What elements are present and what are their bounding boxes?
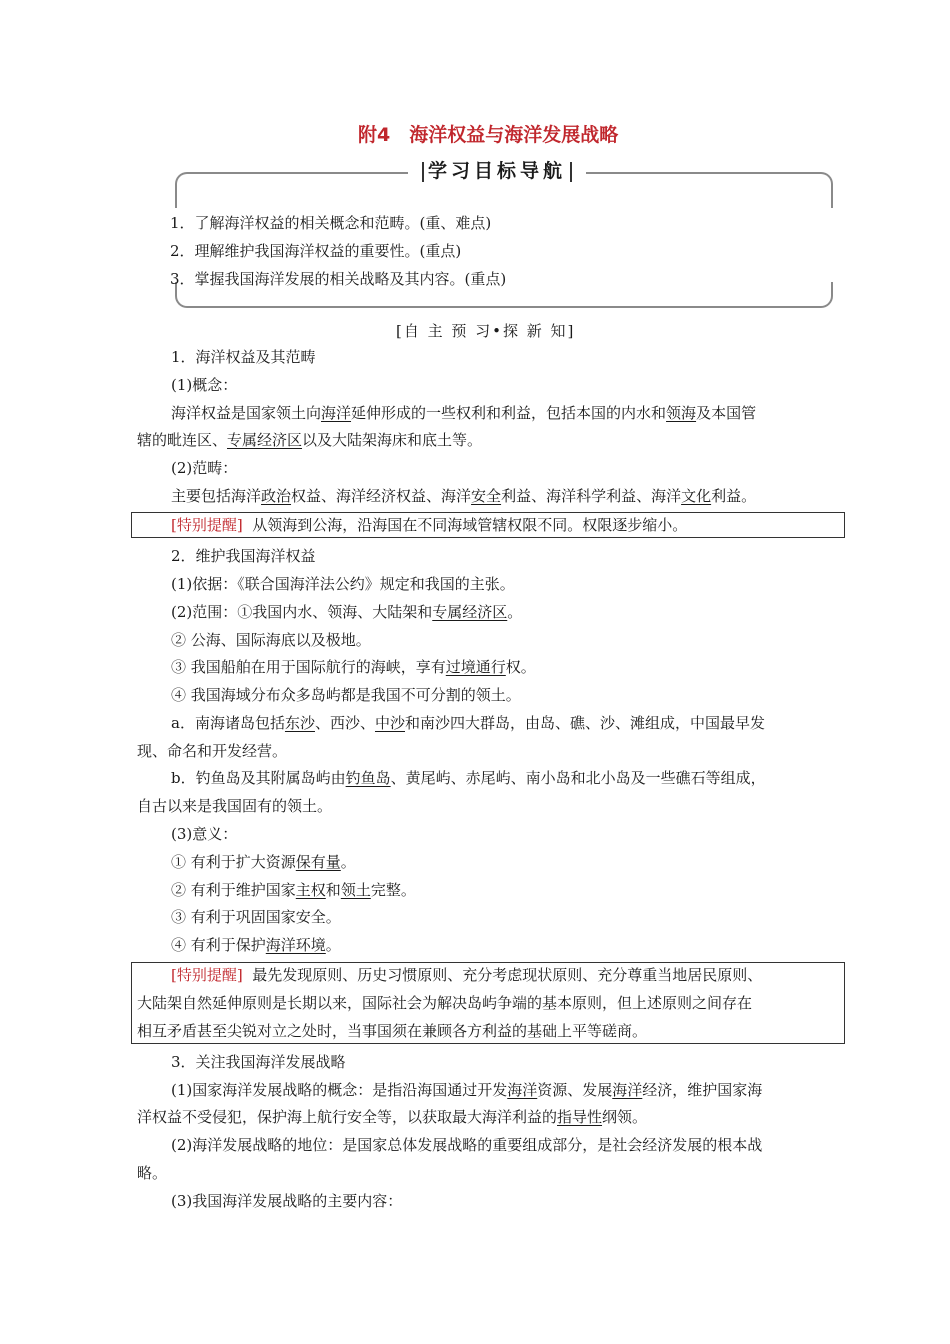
- section-heading: [自 主 预 习•探 新 知]: [396, 322, 576, 340]
- text-run: 、西沙、: [314, 714, 375, 732]
- s1-scope-label: (2)范畴：: [171, 459, 238, 477]
- s2-b-line2: 自古以来是我国固有的领土。: [137, 797, 333, 815]
- blank-answer: 保有量: [295, 853, 341, 871]
- text-run: 纲领。: [602, 1108, 648, 1126]
- tip-line: [171, 515, 687, 535]
- s2-meaning-label: (3)意义：: [171, 825, 238, 843]
- s1-concept-line1: [171, 403, 756, 423]
- text-run: 和: [325, 881, 341, 899]
- s1-scope-line1: [171, 486, 756, 506]
- s2-meaning-2: [171, 880, 416, 900]
- blank-answer: 钓鱼岛: [345, 769, 391, 787]
- page-title: 附4 海洋权益与海洋发展战略: [358, 124, 619, 146]
- s2-heading: 2．维护我国海洋权益: [171, 547, 316, 565]
- text-run: 以及大陆架海床和底土等。: [302, 431, 483, 449]
- blank-answer: 专属经济区: [432, 603, 508, 621]
- text-run: 海洋权益是国家领土向: [171, 404, 322, 422]
- tip-line: [171, 965, 762, 985]
- blank-answer: 专属经济区: [227, 431, 303, 449]
- s3-p2-line1: (2)海洋发展战略的地位：是国家总体发展战略的重要组成部分，是社会经济发展的根本战: [171, 1136, 763, 1154]
- blank-answer: 领海: [666, 404, 697, 422]
- text-run: 权益、海洋经济权益、海洋: [291, 487, 472, 505]
- s2-meaning-3: ③ 有利于巩固国家安全。: [171, 908, 341, 926]
- text-run: 、黄尾屿、赤尾屿、南小岛和北小岛及一些礁石等组成，: [390, 769, 766, 787]
- text-run: 。: [340, 853, 356, 871]
- s2-b-line1: [171, 768, 766, 788]
- blank-answer: 政治: [261, 487, 292, 505]
- blank-answer: 海洋环境: [265, 936, 326, 954]
- blank-answer: 海洋: [612, 1081, 643, 1099]
- text-run: 资源、发展: [537, 1081, 613, 1099]
- text-run: a．南海诸岛包括: [171, 714, 285, 732]
- blank-answer: 海洋: [321, 404, 352, 422]
- text-run: 延伸形成的一些权利和利益，包括本国的内水和: [351, 404, 667, 422]
- blank-answer: 过境通行: [445, 658, 506, 676]
- text-run: 及本国管: [696, 404, 757, 422]
- s3-p1-line2: [137, 1107, 647, 1127]
- text-run: 辖的毗连区、: [137, 431, 228, 449]
- text-run: 和南沙四大群岛，由岛、礁、沙、滩组成，中国最早发: [405, 714, 766, 732]
- text-run: (2)范围：①我国内水、领海、大陆架和: [171, 603, 433, 621]
- s2-a-line1: [171, 713, 765, 733]
- blank-answer: 海洋: [507, 1081, 538, 1099]
- s2-range-line2: ② 公海、国际海底以及极地。: [171, 631, 371, 649]
- tip-line: 大陆架自然延伸原则是长期以来，国际社会为解决岛屿争端的基本原则，但上述原则之间存在: [137, 994, 753, 1012]
- s1-concept-line2: [137, 430, 482, 450]
- blank-answer: 文化: [681, 487, 712, 505]
- text-run: (1)国家海洋发展战略的概念：是指沿海国通过开发: [171, 1081, 508, 1099]
- goal-item: 2．理解维护我国海洋权益的重要性。(重点): [170, 242, 462, 260]
- s2-meaning-1: [171, 852, 356, 872]
- s3-p2-line2: 略。: [137, 1164, 168, 1182]
- blank-answer: 中沙: [374, 714, 405, 732]
- banner-left-bar: [422, 162, 424, 182]
- s3-p3: (3)我国海洋发展战略的主要内容：: [171, 1192, 403, 1210]
- s2-basis: (1)依据：《联合国海洋法公约》规定和我国的主张。: [171, 575, 515, 593]
- s3-p1-line1: [171, 1080, 762, 1100]
- text-run: 洋权益不受侵犯，保护海上航行安全等，以获取最大海洋利益的: [137, 1108, 558, 1126]
- blank-answer: 指导性: [557, 1108, 603, 1126]
- text-run: 利益。: [711, 487, 757, 505]
- blank-answer: 主权: [295, 881, 326, 899]
- text-run: 权。: [505, 658, 536, 676]
- text-run: 利益、海洋科学利益、海洋: [501, 487, 682, 505]
- tip-text: 从领海到公海，沿海国在不同海域管辖权限不同。权限逐步缩小。: [252, 516, 688, 534]
- s2-meaning-4: [171, 935, 341, 955]
- text-run: ③ 我国船舶在用于国际航行的海峡，享有: [171, 658, 446, 676]
- text-run: ① 有利于扩大资源: [171, 853, 296, 871]
- goal-item: 1．了解海洋权益的相关概念和范畴。(重、难点): [170, 214, 492, 232]
- tip-label: [特别提醒]: [171, 966, 243, 984]
- text-run: 。: [325, 936, 341, 954]
- blank-answer: 领土: [340, 881, 371, 899]
- tip-label: [特别提醒]: [171, 516, 243, 534]
- blank-answer: 安全: [471, 487, 502, 505]
- goal-item: 3．掌握我国海洋发展的相关战略及其内容。(重点): [170, 270, 507, 288]
- goals-banner: [408, 156, 586, 186]
- text-run: ② 有利于维护国家: [171, 881, 296, 899]
- s2-range-line1: [171, 602, 522, 622]
- s3-heading: 3．关注我国海洋发展战略: [171, 1053, 346, 1071]
- text-run: 完整。: [370, 881, 416, 899]
- tip-text: 最先发现原则、历史习惯原则、充分考虑现状原则、充分尊重当地居民原则、: [252, 966, 763, 984]
- banner-right-bar: [570, 162, 572, 182]
- text-run: 。: [507, 603, 523, 621]
- text-run: ④ 有利于保护: [171, 936, 266, 954]
- s2-a-line2: 现、命名和开发经营。: [137, 742, 288, 760]
- text-run: b．钓鱼岛及其附属岛屿由: [171, 769, 346, 787]
- s2-range-line3: [171, 657, 536, 677]
- text-run: 主要包括海洋: [171, 487, 262, 505]
- blank-answer: 东沙: [284, 714, 315, 732]
- s1-heading: 1．海洋权益及其范畴: [171, 348, 316, 366]
- tip-line: 相互矛盾甚至尖锐对立之处时，当事国须在兼顾各方利益的基础上平等磋商。: [137, 1022, 648, 1040]
- s2-range-line4: ④ 我国海域分布众多岛屿都是我国不可分割的领土。: [171, 686, 521, 704]
- text-run: 经济，维护国家海: [642, 1081, 763, 1099]
- goals-banner-label: 学习目标导航: [428, 160, 567, 182]
- s1-concept-label: (1)概念：: [171, 376, 238, 394]
